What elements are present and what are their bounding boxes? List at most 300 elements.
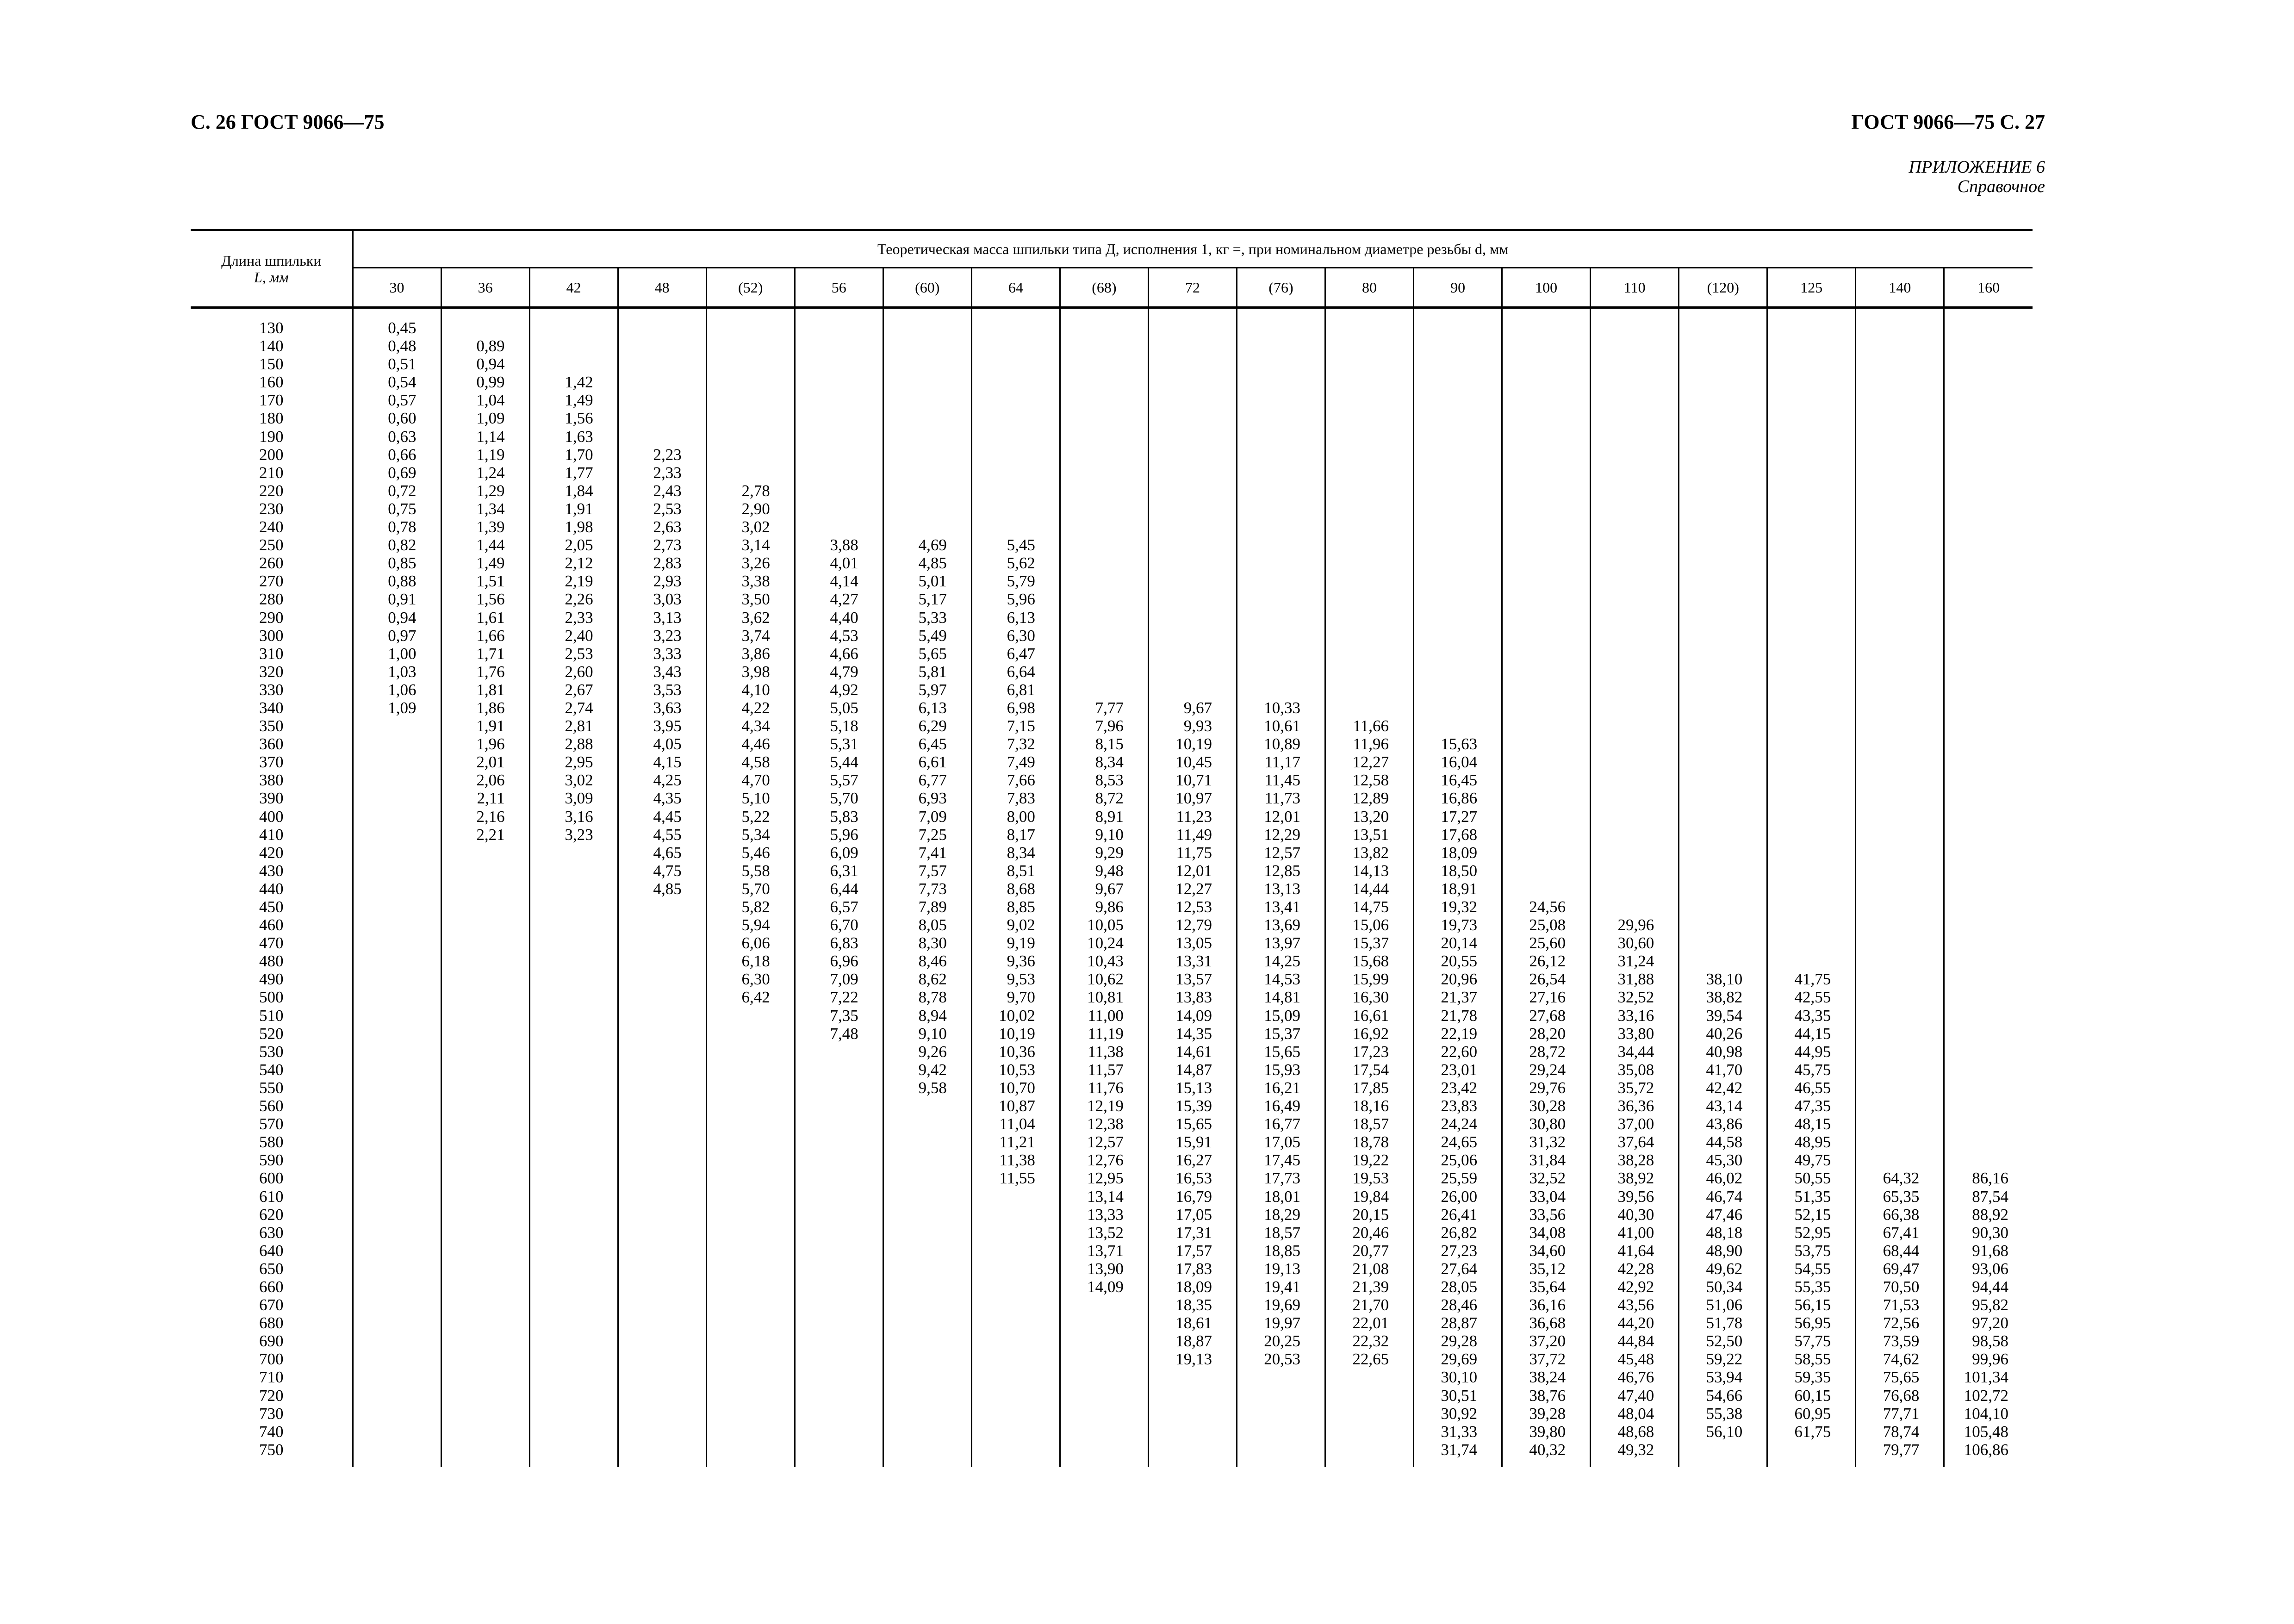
mass-value: 4,46 [741, 735, 770, 753]
mass-value: 2,74 [565, 698, 593, 717]
mass-value: 6,44 [830, 879, 858, 898]
mass-value: 30,80 [1529, 1115, 1566, 1133]
mass-value: 2,81 [565, 717, 593, 735]
mass-value [1679, 826, 1742, 844]
mass-value: 31,24 [1617, 952, 1654, 971]
mass-value: 26,82 [1441, 1223, 1478, 1242]
mass-value [1856, 771, 1919, 789]
length-header-line1: Длина шпильки [221, 252, 322, 269]
mass-value: 1,34 [476, 499, 505, 518]
mass-value: 94,44 [1972, 1277, 2008, 1296]
mass-value: 43,86 [1706, 1115, 1743, 1133]
mass-value: 13,52 [1087, 1223, 1124, 1242]
mass-value [1237, 572, 1300, 590]
mass-value [1061, 645, 1124, 663]
mass-value [972, 373, 1035, 391]
diameter-header: 140 [1856, 268, 1944, 308]
mass-value [796, 355, 858, 373]
mass-value: 3,98 [741, 662, 770, 681]
mass-value [1414, 319, 1477, 337]
mass-value [1414, 554, 1477, 572]
mass-value [1679, 409, 1742, 427]
mass-value: 0,54 [388, 373, 417, 392]
mass-value [1679, 355, 1742, 373]
mass-value: 6,70 [830, 916, 858, 934]
mass-value: 53,94 [1706, 1368, 1743, 1387]
mass-value [1945, 663, 2008, 681]
mass-value: 3,88 [830, 536, 858, 554]
mass-value: 0,63 [388, 427, 417, 446]
mass-value: 1,56 [565, 409, 593, 428]
length-value: 730 [259, 1404, 284, 1423]
mass-value: 0,45 [388, 319, 417, 337]
mass-value [1945, 373, 2008, 391]
mass-value: 31,84 [1529, 1151, 1566, 1170]
mass-value [796, 428, 858, 446]
mass-value [1945, 1043, 2008, 1061]
mass-value: 1,03 [388, 662, 417, 681]
mass-value: 17,57 [1175, 1241, 1212, 1260]
mass-value [1061, 482, 1124, 500]
mass-value [1591, 717, 1654, 735]
length-value: 210 [259, 463, 284, 482]
mass-value [796, 482, 858, 500]
mass-value: 9,29 [1095, 843, 1124, 862]
mass-value: 9,70 [1007, 988, 1035, 1007]
mass-value: 3,13 [653, 608, 682, 627]
mass-value: 3,03 [653, 590, 682, 609]
appendix-label [1909, 157, 2045, 196]
mass-value [1856, 970, 1919, 988]
mass-value: 40,98 [1706, 1042, 1743, 1061]
mass-value: 11,19 [1088, 1024, 1124, 1043]
mass-value [1414, 590, 1477, 608]
mass-value: 13,51 [1352, 825, 1389, 844]
mass-value [1945, 391, 2008, 409]
mass-value: 26,54 [1529, 970, 1566, 989]
mass-value: 91,68 [1972, 1241, 2008, 1260]
mass-value: 4,79 [830, 662, 858, 681]
mass-value: 54,55 [1794, 1259, 1831, 1278]
mass-value: 58,55 [1794, 1350, 1831, 1369]
mass-value: 95,82 [1972, 1296, 2008, 1314]
mass-value: 19,73 [1441, 916, 1478, 934]
mass-value: 41,70 [1706, 1060, 1743, 1079]
mass-value [1237, 337, 1300, 355]
mass-value: 105,48 [1964, 1422, 2008, 1441]
mass-value [796, 446, 858, 464]
mass-value [972, 337, 1035, 355]
mass-value: 13,57 [1175, 970, 1212, 989]
mass-value: 5,33 [918, 608, 947, 627]
mass-value: 12,58 [1352, 771, 1389, 790]
mass-value [1591, 645, 1654, 663]
mass-value: 12,79 [1175, 916, 1212, 934]
mass-value: 9,86 [1095, 898, 1124, 916]
mass-value: 2,73 [653, 536, 682, 554]
mass-value [1856, 572, 1919, 590]
mass-value: 55,38 [1706, 1404, 1743, 1423]
mass-value: 7,89 [918, 898, 947, 916]
mass-value: 5,57 [830, 771, 858, 790]
mass-value [1768, 645, 1831, 663]
mass-value: 21,08 [1352, 1259, 1389, 1278]
mass-value: 3,02 [565, 771, 593, 790]
length-value: 540 [259, 1060, 284, 1079]
mass-value [707, 373, 770, 391]
mass-value: 16,27 [1175, 1151, 1212, 1170]
mass-value [1768, 771, 1831, 789]
mass-value [1149, 500, 1212, 518]
mass-value: 10,05 [1087, 916, 1124, 934]
mass-value: 1,91 [476, 717, 505, 735]
mass-value [707, 355, 770, 373]
mass-value [1061, 536, 1124, 554]
mass-column [1502, 308, 1591, 1468]
mass-value: 18,87 [1175, 1332, 1212, 1350]
mass-value: 5,94 [741, 916, 770, 934]
mass-value: 30,28 [1529, 1097, 1566, 1115]
mass-value: 14,75 [1352, 898, 1389, 916]
mass-value: 1,14 [476, 427, 505, 446]
mass-value: 16,77 [1264, 1115, 1301, 1133]
mass-value: 20,77 [1352, 1241, 1389, 1260]
diameter-header: 80 [1325, 268, 1414, 308]
mass-value: 17,73 [1264, 1169, 1301, 1188]
mass-value [1945, 1061, 2008, 1079]
mass-value: 46,74 [1706, 1187, 1743, 1206]
mass-value [1945, 500, 2008, 518]
mass-value: 4,55 [653, 825, 682, 844]
mass-value [1679, 808, 1742, 826]
length-header [191, 230, 353, 308]
diameter-header: (60) [883, 268, 971, 308]
mass-value [1945, 609, 2008, 627]
mass-value: 26,41 [1441, 1205, 1478, 1224]
mass-value: 7,96 [1095, 717, 1124, 735]
mass-value: 5,17 [918, 590, 947, 609]
mass-value: 42,92 [1617, 1277, 1654, 1296]
mass-value: 15,65 [1264, 1042, 1301, 1061]
mass-value [1768, 735, 1831, 753]
mass-value [1503, 808, 1566, 826]
mass-value: 28,46 [1441, 1296, 1478, 1314]
mass-value [1856, 844, 1919, 862]
mass-value: 2,01 [476, 753, 505, 772]
mass-value: 19,97 [1264, 1314, 1301, 1332]
mass-value [1679, 500, 1742, 518]
mass-value [1326, 500, 1389, 518]
length-value: 160 [259, 373, 284, 392]
mass-value [1237, 409, 1300, 427]
length-value: 250 [259, 536, 284, 554]
mass-value [972, 464, 1035, 482]
mass-value: 13,13 [1264, 879, 1301, 898]
mass-value: 3,23 [653, 626, 682, 645]
mass-column [1944, 308, 2033, 1468]
mass-value [1856, 1115, 1919, 1133]
mass-value: 3,63 [653, 698, 682, 717]
mass-value: 30,51 [1441, 1386, 1478, 1405]
mass-value [1768, 373, 1831, 391]
mass-value [1326, 554, 1389, 572]
length-value: 370 [259, 753, 284, 772]
mass-value [1591, 880, 1654, 898]
mass-value: 4,45 [653, 807, 682, 826]
mass-value: 10,33 [1264, 698, 1301, 717]
mass-value [796, 391, 858, 409]
mass-value [1856, 464, 1919, 482]
mass-value: 48,90 [1706, 1241, 1743, 1260]
mass-value: 9,93 [1183, 717, 1212, 735]
mass-value [1326, 645, 1389, 663]
mass-value: 9,36 [1007, 952, 1035, 971]
mass-value: 7,22 [830, 988, 858, 1007]
mass-value [1679, 916, 1742, 934]
mass-value [1856, 554, 1919, 572]
mass-value: 5,70 [830, 789, 858, 808]
mass-value [1679, 554, 1742, 572]
mass-value [1591, 826, 1654, 844]
mass-value: 22,19 [1441, 1024, 1478, 1043]
mass-value: 5,70 [741, 879, 770, 898]
mass-value [1414, 355, 1477, 373]
table-body-row [191, 308, 2033, 1468]
mass-value [1237, 663, 1300, 681]
mass-value: 74,62 [1883, 1350, 1920, 1369]
mass-value: 10,61 [1264, 717, 1301, 735]
mass-value: 33,16 [1617, 1006, 1654, 1025]
mass-value [1768, 554, 1831, 572]
mass-value [1856, 681, 1919, 699]
mass-value [1237, 373, 1300, 391]
mass-value: 3,38 [741, 572, 770, 591]
mass-value: 9,48 [1095, 861, 1124, 880]
mass-value: 11,38 [999, 1151, 1035, 1170]
mass-value: 15,13 [1175, 1078, 1212, 1097]
mass-value [1061, 590, 1124, 608]
mass-value: 41,00 [1617, 1223, 1654, 1242]
mass-value: 17,85 [1352, 1078, 1389, 1097]
mass-value [884, 319, 947, 337]
mass-value: 5,79 [1007, 572, 1035, 591]
diameter-header: 42 [529, 268, 618, 308]
mass-value: 4,92 [830, 680, 858, 699]
mass-value: 52,15 [1794, 1205, 1831, 1224]
mass-value [1945, 518, 2008, 536]
mass-value: 20,53 [1264, 1350, 1301, 1369]
mass-value [1149, 609, 1212, 627]
mass-column [706, 308, 795, 1468]
mass-value [1945, 482, 2008, 500]
mass-value [1591, 808, 1654, 826]
length-value: 200 [259, 445, 284, 464]
mass-value [1768, 482, 1831, 500]
mass-value: 54,66 [1706, 1386, 1743, 1405]
mass-value [1149, 572, 1212, 590]
mass-value: 9,53 [1007, 970, 1035, 989]
mass-value [619, 355, 682, 373]
mass-value [1856, 1133, 1919, 1151]
mass-value [1856, 536, 1919, 554]
mass-value: 1,39 [476, 518, 505, 536]
mass-value: 93,06 [1972, 1259, 2008, 1278]
mass-value [1237, 391, 1300, 409]
mass-value [1237, 627, 1300, 645]
mass-column [1325, 308, 1414, 1468]
mass-value: 4,22 [741, 698, 770, 717]
mass-value: 10,45 [1175, 753, 1212, 772]
mass-value: 15,99 [1352, 970, 1389, 989]
mass-value: 26,12 [1529, 952, 1566, 971]
mass-value: 1,86 [476, 698, 505, 717]
mass-value [1237, 645, 1300, 663]
length-value: 330 [259, 680, 284, 699]
mass-value: 8,53 [1095, 771, 1124, 790]
mass-value: 60,15 [1794, 1386, 1831, 1405]
mass-value [1414, 446, 1477, 464]
mass-value [1945, 464, 2008, 482]
length-value: 420 [259, 843, 284, 862]
mass-value: 20,55 [1441, 952, 1478, 971]
mass-value [1679, 898, 1742, 916]
mass-value: 1,56 [476, 590, 505, 609]
mass-value [1679, 627, 1742, 645]
mass-value: 38,24 [1529, 1368, 1566, 1387]
mass-value: 5,10 [741, 789, 770, 808]
mass-value [1856, 373, 1919, 391]
mass-value: 15,91 [1175, 1133, 1212, 1151]
mass-value [1591, 681, 1654, 699]
mass-value [1237, 609, 1300, 627]
length-column [191, 308, 353, 1468]
mass-value: 56,10 [1706, 1422, 1743, 1441]
length-value: 140 [259, 337, 284, 355]
mass-value: 19,22 [1352, 1151, 1389, 1170]
mass-value [1856, 482, 1919, 500]
mass-value: 14,13 [1352, 861, 1389, 880]
mass-value: 68,44 [1883, 1241, 1920, 1260]
mass-value [707, 319, 770, 337]
mass-value [1945, 826, 2008, 844]
mass-value: 2,83 [653, 554, 682, 572]
length-value: 700 [259, 1350, 284, 1369]
mass-value [1945, 699, 2008, 717]
mass-value: 7,49 [1007, 753, 1035, 772]
mass-value [1945, 536, 2008, 554]
mass-value: 2,06 [476, 771, 505, 790]
mass-value: 29,76 [1529, 1078, 1566, 1097]
mass-value [1149, 373, 1212, 391]
mass-value: 2,60 [565, 662, 593, 681]
mass-value [619, 373, 682, 391]
mass-value: 3,09 [565, 789, 593, 808]
mass-value [1061, 355, 1124, 373]
mass-value: 7,83 [1007, 789, 1035, 808]
mass-value: 14,44 [1352, 879, 1389, 898]
mass-value: 47,40 [1617, 1386, 1654, 1405]
mass-column [1856, 308, 1944, 1468]
mass-value: 6,06 [741, 934, 770, 952]
mass-value: 29,96 [1617, 916, 1654, 934]
mass-value: 3,43 [653, 662, 682, 681]
mass-value [972, 355, 1035, 373]
diameter-header: 72 [1148, 268, 1237, 308]
mass-value: 60,95 [1794, 1404, 1831, 1423]
mass-value [1326, 536, 1389, 554]
length-value: 530 [259, 1042, 284, 1061]
mass-value: 50,55 [1794, 1169, 1831, 1188]
length-value: 220 [259, 481, 284, 500]
mass-value: 10,89 [1264, 735, 1301, 753]
mass-value: 1,29 [476, 481, 505, 500]
mass-value [1856, 1151, 1919, 1169]
mass-value [1856, 1097, 1919, 1115]
mass-value: 41,64 [1617, 1241, 1654, 1260]
mass-value [707, 464, 770, 482]
mass-value: 1,09 [388, 698, 417, 717]
mass-value [530, 337, 593, 355]
mass-value: 0,82 [388, 536, 417, 554]
mass-value [1856, 319, 1919, 337]
mass-value [1945, 808, 2008, 826]
mass-value: 6,42 [741, 988, 770, 1007]
mass-value: 41,75 [1794, 970, 1831, 989]
mass-value: 45,48 [1617, 1350, 1654, 1369]
mass-table-container [191, 229, 2033, 1467]
mass-value [1945, 844, 2008, 862]
mass-value [1768, 627, 1831, 645]
mass-value [1856, 337, 1919, 355]
mass-value: 14,87 [1175, 1060, 1212, 1079]
appendix-subtitle: Справочное [1957, 177, 2045, 196]
mass-value: 2,40 [565, 626, 593, 645]
mass-value: 13,69 [1264, 916, 1301, 934]
mass-value: 10,71 [1175, 771, 1212, 790]
mass-value [1503, 391, 1566, 409]
mass-value [1945, 735, 2008, 753]
mass-value: 4,05 [653, 735, 682, 753]
mass-value [1856, 808, 1919, 826]
mass-value: 14,81 [1264, 988, 1301, 1007]
mass-value: 0,85 [388, 554, 417, 572]
mass-value [1503, 862, 1566, 880]
diameter-header: 125 [1767, 268, 1856, 308]
mass-value: 18,16 [1352, 1097, 1389, 1115]
mass-value: 6,13 [1007, 608, 1035, 627]
length-value: 130 [259, 319, 284, 337]
mass-column [1679, 308, 1767, 1468]
mass-value [1591, 518, 1654, 536]
mass-table [191, 229, 2033, 1467]
mass-value: 0,48 [388, 337, 417, 355]
length-value: 350 [259, 717, 284, 735]
mass-value: 73,59 [1883, 1332, 1920, 1350]
mass-value [1503, 373, 1566, 391]
mass-value [1591, 391, 1654, 409]
mass-value [1061, 663, 1124, 681]
mass-value: 18,85 [1264, 1241, 1301, 1260]
mass-value: 44,84 [1617, 1332, 1654, 1350]
mass-value [1237, 355, 1300, 373]
mass-value: 37,64 [1617, 1133, 1654, 1151]
mass-value: 6,83 [830, 934, 858, 952]
mass-value: 19,69 [1264, 1296, 1301, 1314]
mass-value: 0,57 [388, 391, 417, 410]
mass-value: 24,24 [1441, 1115, 1478, 1133]
mass-value: 48,04 [1617, 1404, 1654, 1423]
mass-value [1414, 717, 1477, 735]
